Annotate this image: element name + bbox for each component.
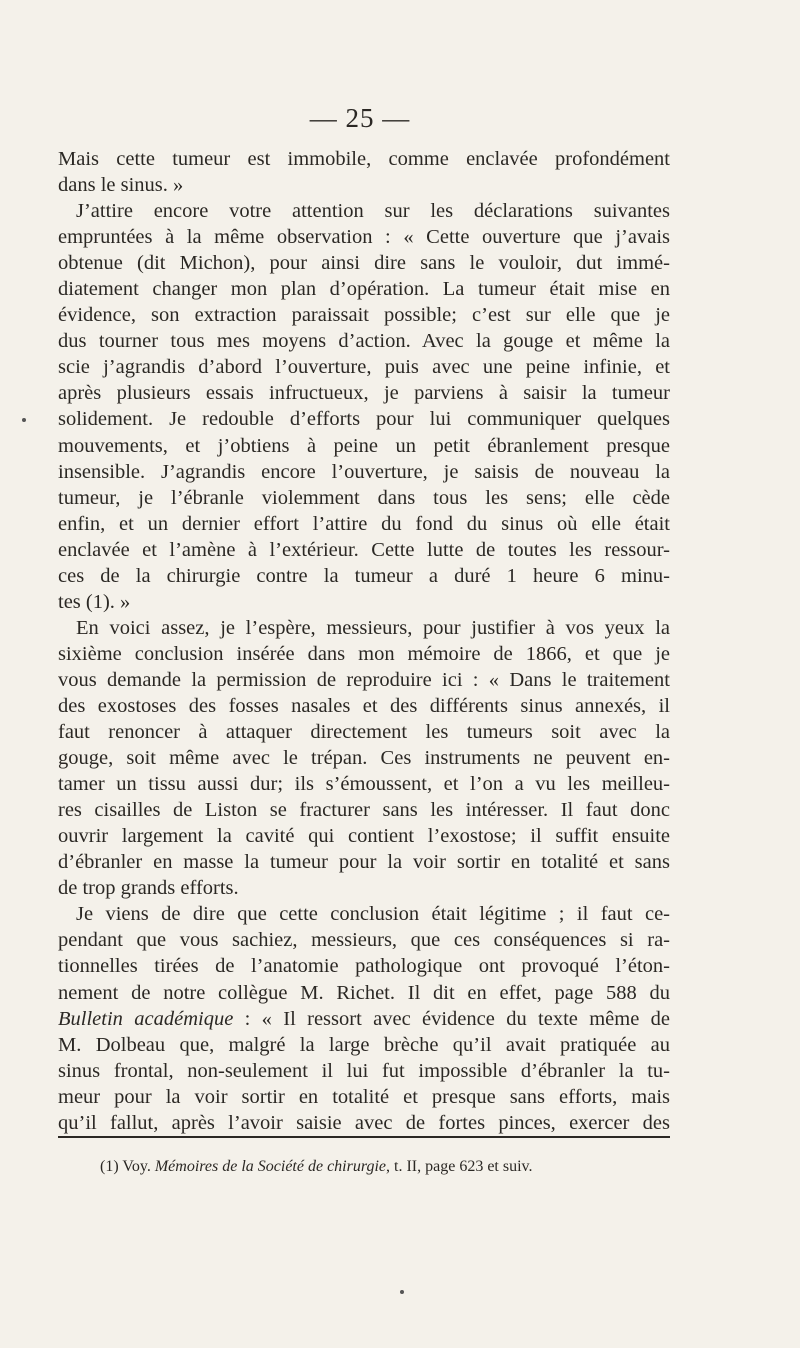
line-text: tionnelles tirées de l’anatomie pathologique ont provoqué l’éton- [58,955,670,978]
text-line [58,797,670,823]
text-line [58,302,670,328]
line-text: vous demande la permission de reproduire ici : « Dans le traitement [58,668,670,691]
line-text: pendant que vous sachiez, messieurs, que ces conséquences si ra- [58,929,670,952]
text-line [58,511,670,537]
text-line [58,172,670,198]
line-text: diatement changer mon plan d’opération. La tumeur était mise en [58,278,670,301]
line-text: Je viens de dire que cette conclusion était légitime ; il faut ce- [76,903,670,926]
paper-speck [400,1290,404,1294]
line-text: sixième conclusion insérée dans mon mémoire de 1866, et que je [58,642,670,665]
line-text: de trop grands efforts. [58,877,239,900]
footnote-title: Mémoires de la Société de chirurgie [154,1158,387,1175]
line-text: scie j’agrandis d’abord l’ouverture, puis avec une peine infinie, et [58,356,670,379]
text-line [58,823,670,849]
text-line [58,953,670,979]
line-text: enclavée et l’amène à l’extérieur. Cette lutte de toutes les ressour- [58,538,670,561]
text-line [58,1006,670,1032]
text-line [58,849,670,875]
line-text: enfin, et un dernier effort l’attire du fond du sinus où elle était [58,512,670,535]
line-text: ouvrir largement la cavité qui contient l’exostose; il suffit ensuite [58,825,670,848]
line-text: évidence, son extraction paraissait possible; c’est sur elle que je [58,304,670,327]
text-line [58,276,670,302]
text-line [58,485,670,511]
line-text: des exostoses des fosses nasales et des différents sinus annexés, il [58,694,670,717]
line-text: tamer un tissu aussi dur; ils s’émoussent, et l’on a vu les meilleu- [58,773,670,796]
text-line [58,563,670,589]
line-text: qu’il fallut, après l’avoir saisie avec de fortes pinces, exercer des [58,1111,670,1134]
line-text: nement de notre collègue M. Richet. Il dit en effet, page 588 du [58,981,670,1004]
line-text: ces de la chirurgie contre la tumeur a duré 1 heure 6 minu- [58,564,670,587]
text-line [58,224,670,250]
text-line [58,406,670,432]
line-text: meur pour la voir sortir en totalité et presque sans efforts, mais [58,1085,670,1108]
footnote-prefix: (1) Voy. [100,1158,155,1175]
text-line [58,745,670,771]
text-line [58,693,670,719]
text-line [58,250,670,276]
line-text: J’attire encore votre attention sur les déclarations suivantes [76,200,670,223]
line-text: dans le sinus. » [58,174,184,197]
text-line [58,667,670,693]
line-text: sinus frontal, non-seulement il lui fut impossible d’ébranler la tu- [58,1059,670,1082]
line-text: gouge, soit même avec le trépan. Ces instruments ne peuvent en- [58,747,670,770]
text-line [58,641,670,667]
line-text: d’ébranler en masse la tumeur pour la voir sortir en totalité et sans [58,851,670,874]
line-text: obtenue (dit Michon), pour ainsi dire sans le vouloir, dut immé- [58,252,670,275]
line-text: insensible. J’agrandis encore l’ouverture, je saisis de nouveau la [58,460,670,483]
text-line [58,927,670,953]
text-line [58,459,670,485]
italic-title: Bulletin académique [58,1007,234,1030]
text-line [58,433,670,459]
text-line [58,719,670,745]
text-line [58,1058,670,1084]
text-line [58,1084,670,1110]
text-line [58,198,670,224]
text-line [58,901,670,927]
line-text: solidement. Je redouble d’efforts pour lui communiquer quelques [58,408,670,431]
text-line [58,771,670,797]
text-line [58,589,670,615]
text-line [58,1110,670,1136]
footnote [100,1158,670,1176]
text-line [58,537,670,563]
line-text: : « Il ressort avec évidence du texte même de [233,1007,670,1030]
text-line [58,875,670,901]
line-text: dus tourner tous mes moyens d’action. Avec la gouge et même la [58,330,670,353]
text-line [58,354,670,380]
text-line [58,380,670,406]
line-text: tumeur, je l’ébranle violemment dans tous les sens; elle cède [58,486,670,509]
line-text: Mais cette tumeur est immobile, comme enclavée profondément [58,148,670,170]
line-text: faut renoncer à attaquer directement les tumeurs soit avec la [58,721,670,744]
footnote-suffix: , t. II, page 623 et suiv. [386,1158,533,1175]
line-text: En voici assez, je l’espère, messieurs, pour justifier à vos yeux la [76,616,670,639]
line-text: M. Dolbeau que, malgré la large brèche qu’il avait pratiquée au [58,1033,670,1056]
footnote-rule [58,1136,670,1138]
text-line [58,615,670,641]
text-line [58,328,670,354]
line-text: empruntées à la même observation : « Cette ouverture que j’avais [58,226,670,249]
body-text [58,146,670,1136]
line-text: après plusieurs essais infructueux, je parviens à saisir la tumeur [58,382,670,405]
line-text: mouvements, et j’obtiens à peine un petit ébranlement presque [58,434,670,457]
text-line [58,1032,670,1058]
line-text: tes (1). » [58,590,131,613]
text-line [58,146,670,172]
page-number: — 25 — [309,103,411,133]
paper-speck [22,418,26,422]
text-line [58,980,670,1006]
line-text: res cisailles de Liston se fracturer sans les intéresser. Il faut donc [58,799,670,822]
